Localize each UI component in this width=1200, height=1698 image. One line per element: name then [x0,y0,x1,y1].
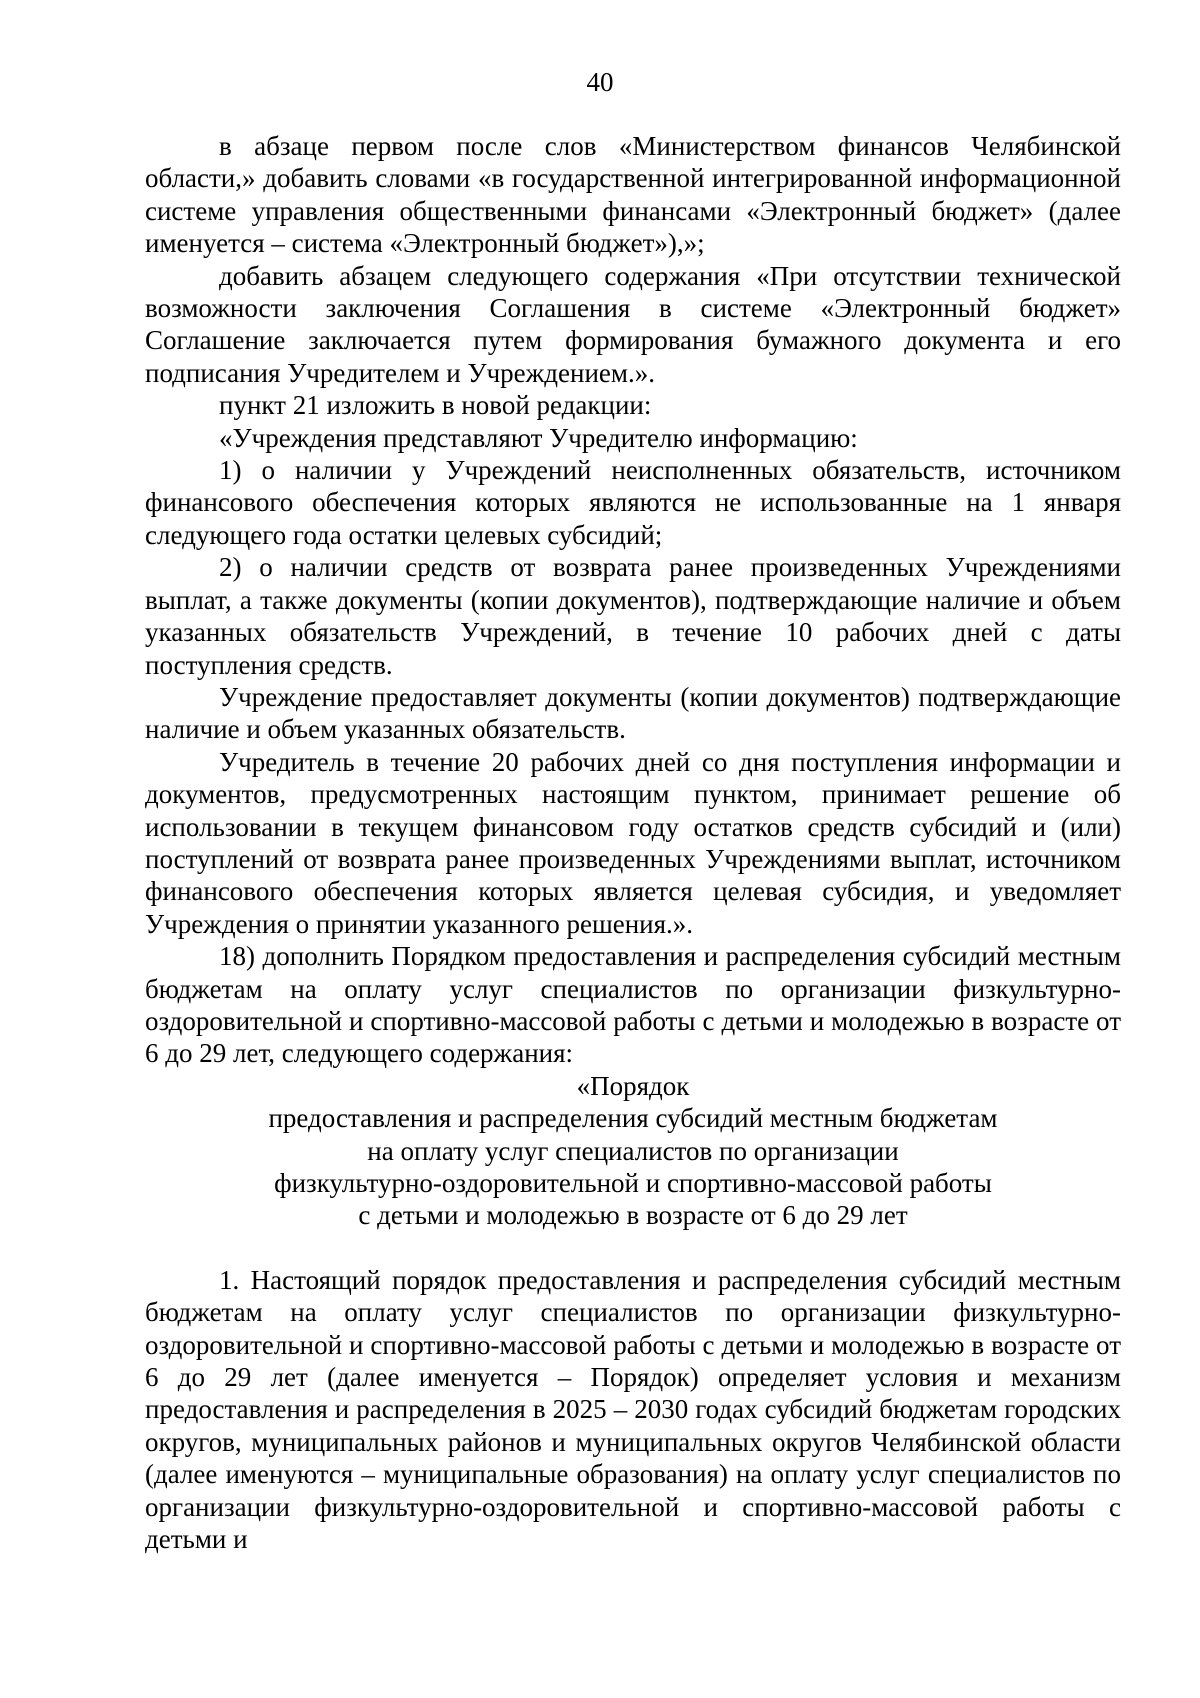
title-line: с детьми и молодежью в возрасте от 6 до 29 лет [358,1200,908,1231]
paragraph: «Учреждения представляют Учредителю информацию: [219,422,858,453]
paragraph: 1. Настоящий порядок предоставления и распределения субсидий местным бюджетам на оплату услуг специалистов по организации физкультурно-оздоровительной и спортивно-массовой работы с детьми и молодежью в возрасте от 6 до 29 лет (далее именуется – Порядок) определяет условия и механизм предоставления и распределения в 2025 – 2030 годах субсидий бюджетам городских округов, муниципальных районов и муниципальных округов Челябинской области (далее именуются – муниципальные образования) на оплату услуг специалистов по организации физкультурно-оздоровительной и спортивно-массовой работы с детьми и [145,1264,1121,1555]
page-number: 40 [586,67,614,97]
paragraph: Учреждение предоставляет документы (копии документов) подтверждающие наличие и объем указанных обязательств. [145,681,1121,745]
paragraph: 18) дополнить Порядком предоставления и распределения субсидий местным бюджетам на оплату услуг специалистов по организации физкультурно-оздоровительной и спортивно-массовой работы с детьми и молодежью в возрасте от 6 до 29 лет, следующего содержания: [145,941,1121,1069]
order-title [145,1070,1121,1232]
paragraph: 2) о наличии средств от возврата ранее произведенных Учреждениями выплат, а также документы (копии документов), подтверждающие наличие и объем указанных обязательств Учреждений, в течение 10 рабочих дней с даты поступления средств. [145,552,1121,680]
paragraph: добавить абзацем следующего содержания «При отсутствии технической возможности заключения Соглашения в системе «Электронный бюджет» Соглашение заключается путем формирования бумажного документа и его подписания Учредителем и Учреждением.». [145,260,1121,388]
paragraph: пункт 21 изложить в новой редакции: [219,390,652,421]
paragraph: в абзаце первом после слов «Министерством финансов Челябинской области,» добавить словами «в государственной интегрированной информационной системе управления общественными финансами «Электронный бюджет» (далее именуется – система «Электронный бюджет»),»; [145,131,1121,259]
title-line: физкультурно-оздоровительной и спортивно-массовой работы [274,1168,992,1198]
title-line: «Порядок [576,1070,690,1101]
title-line: на оплату услуг специалистов по организации [367,1135,899,1166]
title-line: предоставления и распределения субсидий местным бюджетам [268,1103,998,1134]
document-body [145,130,1121,1555]
paragraph: Учредитель в течение 20 рабочих дней со дня поступления информации и документов, предусмотренных настоящим пунктом, принимает решение об использовании в текущем финансовом году остатков средств субсидий и (или) поступлений от возврата ранее произведенных Учреждениями выплат, источником финансового обеспечения которых является целевая субсидия, и уведомляет Учреждения о принятии указанного решения.». [145,746,1121,939]
paragraph: 1) о наличии у Учреждений неисполненных обязательств, источником финансового обеспечения которых являются не использованные на 1 января следующего года остатки целевых субсидий; [145,455,1121,550]
